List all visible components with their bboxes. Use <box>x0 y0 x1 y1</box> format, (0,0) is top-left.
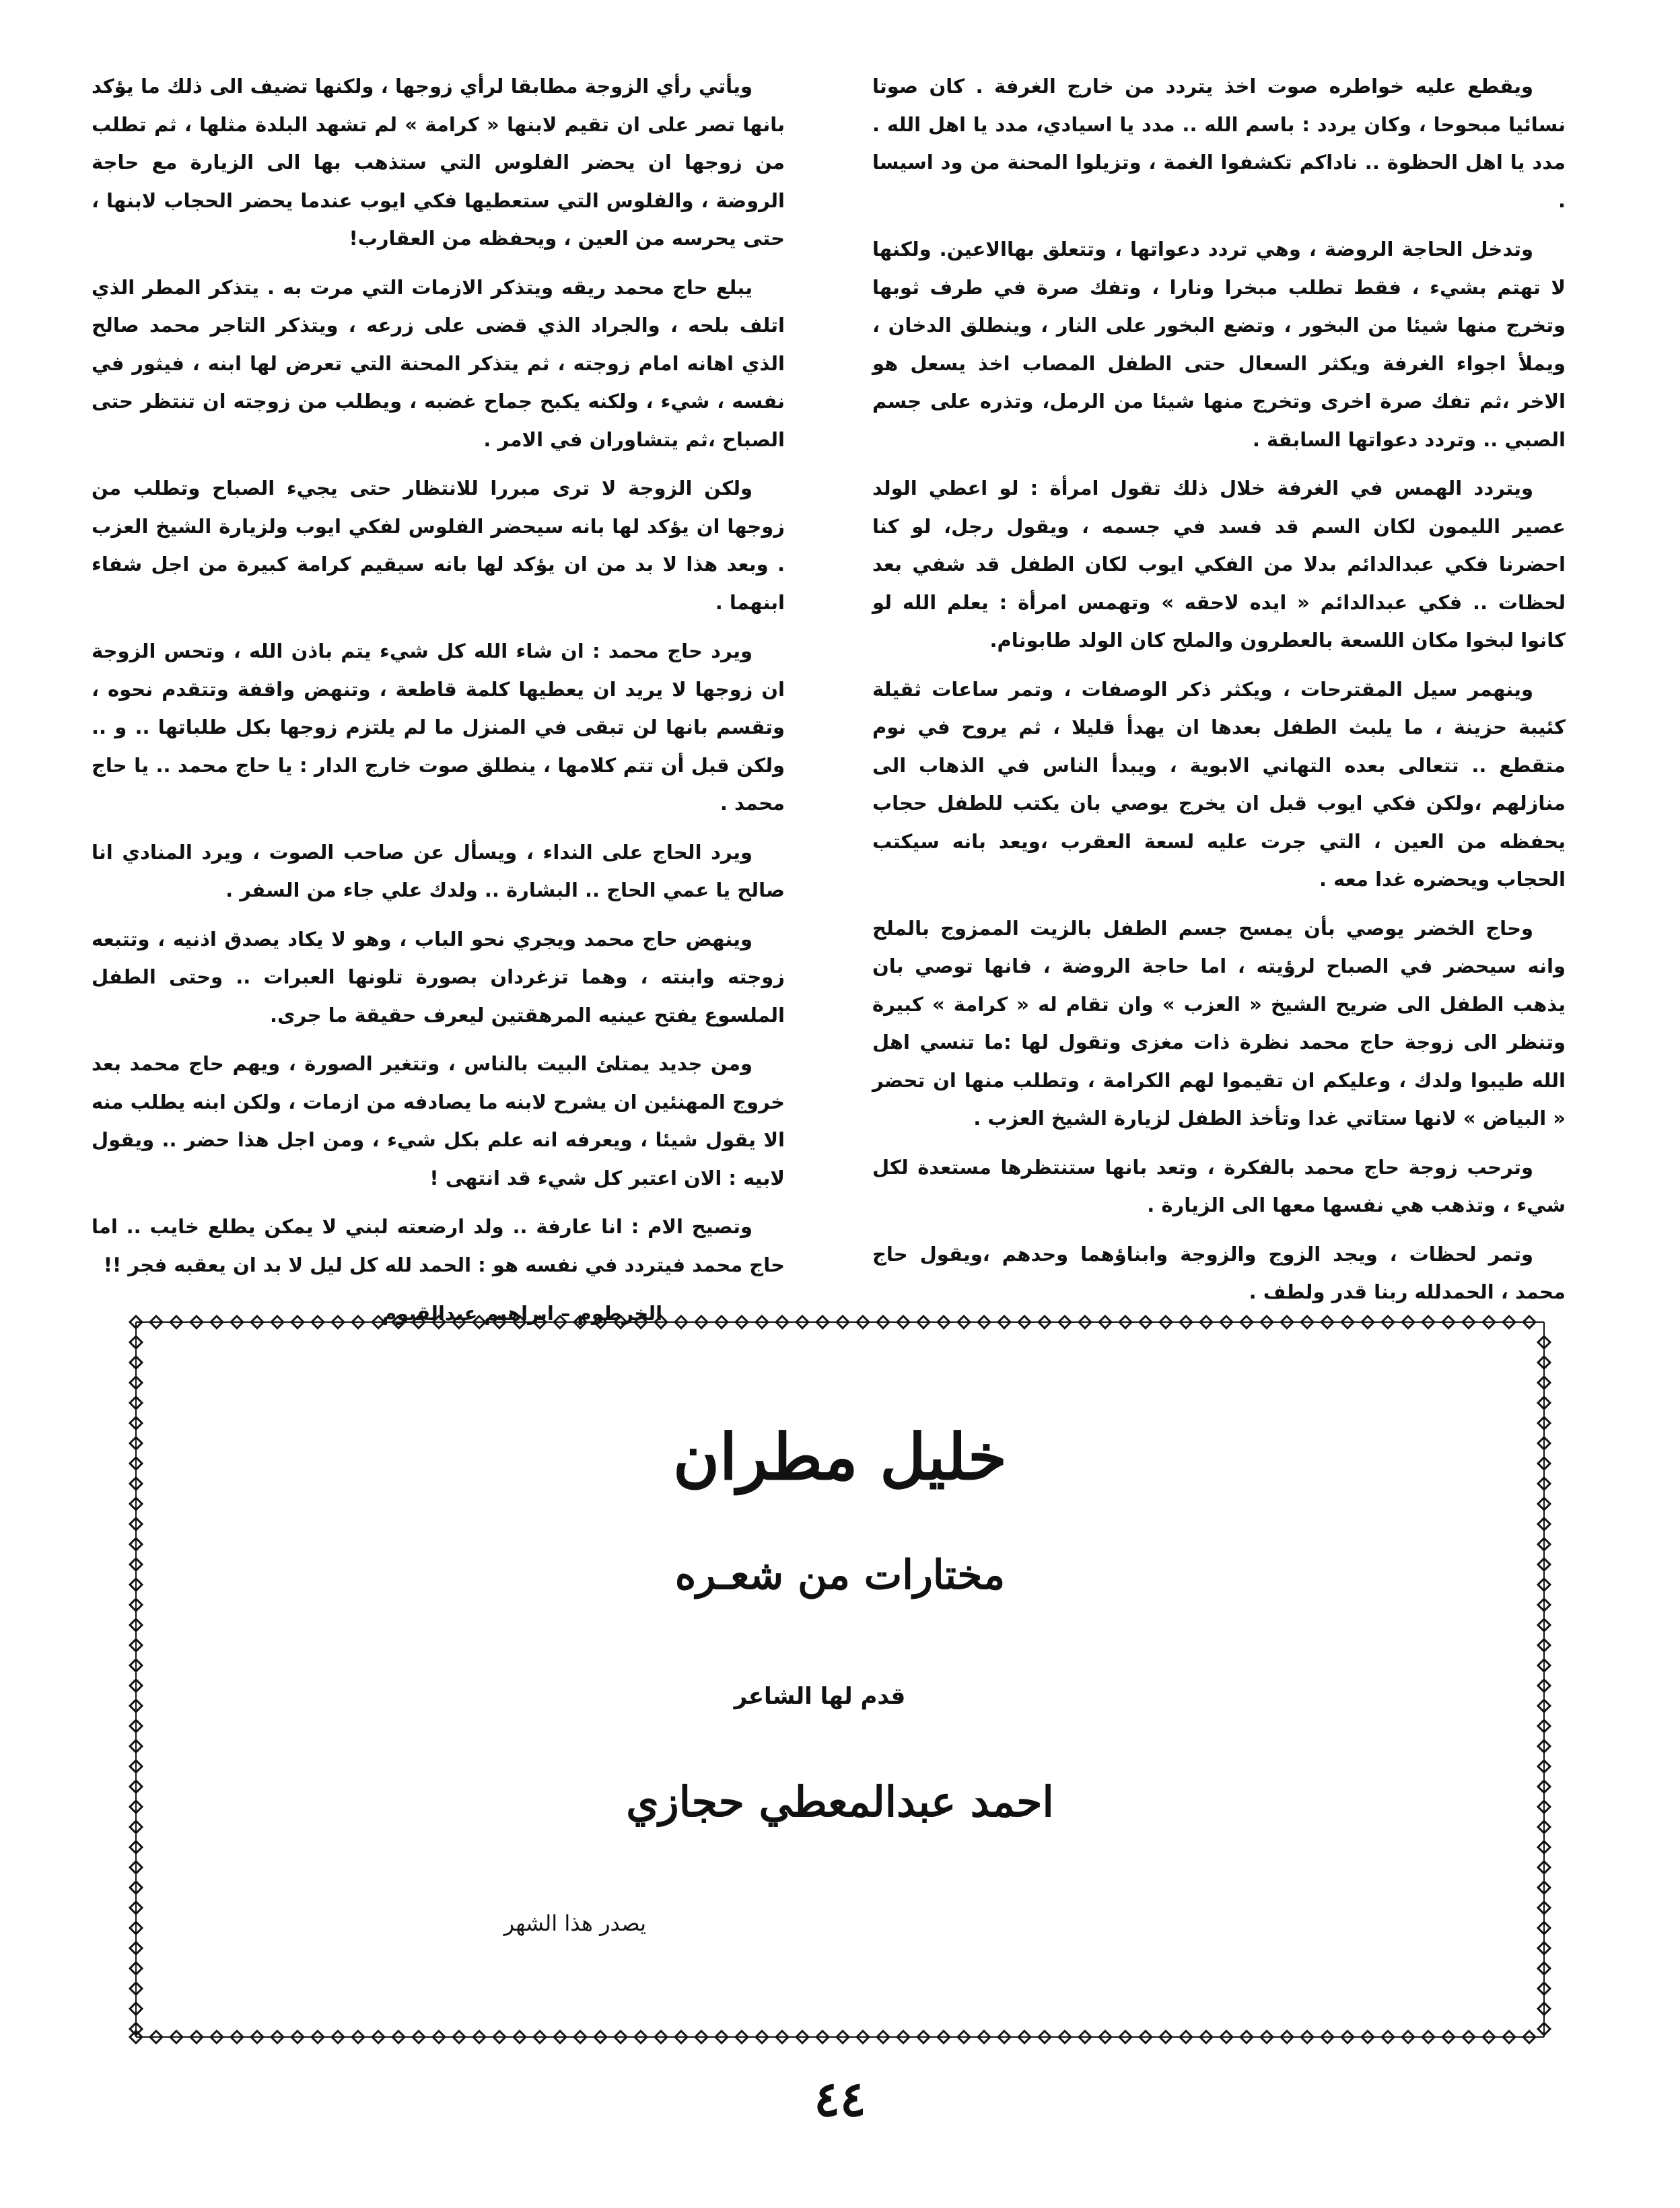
paragraph: ويرد حاج محمد : ان شاء الله كل شيء يتم باذن الله ، وتحس الزوجة ان زوجها لا يريد ان يعطيها كلمة قاطعة ، وتنهض واقفة وتتقدم نحوه ، وتقسم بانها لن تبقى في المنزل ما لم يلتزم زوجها بكل طلباتها .. و .. ولكن قبل أن تتم كلامها ، ينطلق صوت خارج الدار : يا حاج محمد .. يا حاج محمد . <box>92 640 785 815</box>
paragraph: ومن جديد يمتلئ البيت بالناس ، وتتغير الصورة ، ويهم حاج محمد بعد خروج المهنئين ان يشرح لابنه ما يصادفه من ازمات ، ولكن ابنه يطلب منه الا يقول شيئا ، ويعرفه انه علم بكل شيء ، ومن اجل هذا حضر .. ويقول لابيه : الان اعتبر كل شيء قد انتهى ! <box>92 1052 785 1189</box>
paragraph: وترحب زوجة حاج محمد بالفكرة ، وتعد بانها ستنتظرها مستعدة لكل شيء ، وتذهب هي نفسها معها الى الزيارة . <box>872 1155 1566 1216</box>
paragraph: ويرد الحاج على النداء ، ويسأل عن صاحب الصوت ، ويرد المنادي انا صالح يا عمي الحاج .. البشارة .. ولدك علي جاء من السفر . <box>92 840 785 901</box>
paragraph: ويقطع عليه خواطره صوت اخذ يتردد من خارج الغرفة . كان صوتا نسائيا مبحوحا ، وكان يردد : باسم الله .. مدد يا اسيادي، مدد يا اهل الله . مدد يا اهل الحظوة .. ناداكم تكشفوا الغمة ، وتزيلوا المحنة من ود اسيسا . <box>872 75 1566 212</box>
paragraph: وحاج الخضر يوصي بأن يمسح جسم الطفل بالزيت الممزوج بالملح وانه سيحضر في الصباح لرؤيته ، اما حاجة الروضة ، فانها توصي بان يذهب الطفل الى ضريح الشيخ « العزب » وان تقام له « كرامة » كبيرة وتنظر الى زوجة حاج محمد نظرة ذات مغزى وتقول لها :ما تنسي اهل الله طيبوا ولدك ، وعليكم ان تقيموا لهم الكرامة ، وتطلب منها ان تحضر « البياض » لانها ستاتي غدا وتأخذ الطفل لزيارة الشيخ العزب . <box>872 916 1566 1130</box>
book-intro-line: قدم لها الشاعر <box>734 1683 906 1710</box>
book-subtitle: مختارات من شعـره <box>674 1552 1006 1599</box>
paragraph: وتصيح الام : انا عارفة .. ولد ارضعته لبني لا يمكن يطلع خايب .. اما حاج محمد فيتردد في نفسه هو : الحمد لله كل ليل لا بد ان يعقبه فجر !! <box>92 1215 785 1276</box>
paragraph: ويأتي رأي الزوجة مطابقا لرأي زوجها ، ولكنها تضيف الى ذلك ما يؤكد بانها تصر على ان تقيم لابنها « كرامة » لم تشهد البلدة مثلها ، ثم تطلب من زوجها ان يحضر الفلوس التي ستذهب بها الى الزيارة مع حاجة الروضة ، والفلوس التي ستعطيها فكي ايوب عندما يحضر الحجاب لابنها ، حتى يحرسه من العين ، ويحفظه من العقارب! <box>92 75 785 250</box>
article-column-right <box>872 67 1566 1322</box>
article-column-left <box>92 67 785 1344</box>
page-number: ٤٤ <box>814 2070 866 2127</box>
book-author: احمد عبدالمعطي حجازي <box>626 1777 1054 1826</box>
paragraph: ولكن الزوجة لا ترى مبررا للانتظار حتى يجيء الصباح وتطلب من زوجها ان يؤكد لها بانه سيحضر الفلوس لفكي ايوب ولزيارة الشيخ العزب . وبعد هذا لا بد من ان يؤكد لها بانه سيقيم كرامة كبيرة من اجل شفاء ابنهما . <box>92 477 785 614</box>
paragraph: وينهمر سيل المقترحات ، ويكثر ذكر الوصفات ، وتمر ساعات ثقيلة كئيبة حزينة ، ما يلبث الطفل بعدها ان يهدأ قليلا ، ثم يروح في نوم متقطع .. تتعالى بعده التهاني الابوية ، ويبدأ الناس في الذهاب الى منازلهم ،ولكن فكي ايوب قبل ان يخرج يوصي بان يكتب للطفل حجاب يحفظه من العين ، التي جرت عليه لسعة العقرب ،ويعد بانه سيكتب الحجاب ويحضره غدا معه . <box>872 677 1566 891</box>
paragraph: وينهض حاج محمد ويجري نحو الباب ، وهو لا يكاد يصدق اذنيه ، وتتبعه زوجته وابنته ، وهما تزغردان بصورة تلونها العبرات .. وحتى الطفل الملسوع يفتح عينيه المرهقتين ليعرف حقيقة ما جرى. <box>92 927 785 1027</box>
paragraph: وتمر لحظات ، ويجد الزوج والزوجة وابناؤهما وحدهم ،ويقول حاج محمد ، الحمدلله ربنا قدر ولطف . <box>872 1242 1566 1303</box>
paragraph: يبلع حاج محمد ريقه ويتذكر الازمات التي مرت به . يتذكر المطر الذي اتلف بلحه ، والجراد الذي قضى على زرعه ، ويتذكر التاجر محمد صالح الذي اهانه امام زوجته ، ثم يتذكر المحنة التي تعرض لها ابنه ، فيثور في نفسه ، شيء ، ولكنه يكبح جماح غضبه ، ويطلب من زوجته ان تنتظر حتى الصباح ،ثم يتشاوران في الامر . <box>92 275 785 451</box>
article-signature: الخرطوم – ابراهيم عبدالقيوم <box>382 1302 663 1325</box>
publication-note: يصدر هذا الشهر <box>503 1910 646 1936</box>
paragraph: وتدخل الحاجة الروضة ، وهي تردد دعواتها ، وتتعلق بهاالاعين. ولكنها لا تهتم بشيء ، فقط تطلب مبخرا ونارا ، وتفك صرة في طرف ثوبها وتخرج منها شيئا من البخور ، وتضع البخور على النار ، وينطلق الدخان ، ويملأ اجواء الغرفة ويكثر السعال حتى الطفل المصاب اخذ يسعل هو الاخر ،ثم تفك صرة اخرى وتخرج منها شيئا من الرمل، وتذره على جسم الصبي .. وتردد دعواتها السابقة . <box>872 238 1566 451</box>
paragraph: ويتردد الهمس في الغرفة خلال ذلك تقول امرأة : لو اعطي الولد عصير الليمون لكان السم قد فسد في جسمه ، ويقول رجل، لو كنا احضرنا فكي عبدالدائم بدلا من الفكي ايوب لكان الطفل قد شفي بعد لحظات .. فكي عبدالدائم « ايده لاحقه » وتهمس امرأة : يعلم الله لو كانوا لبخوا مكان اللسعة بالعطرون والملح كان الولد طابونام. <box>872 477 1566 652</box>
book-title: خليل مطران <box>673 1420 1007 1494</box>
